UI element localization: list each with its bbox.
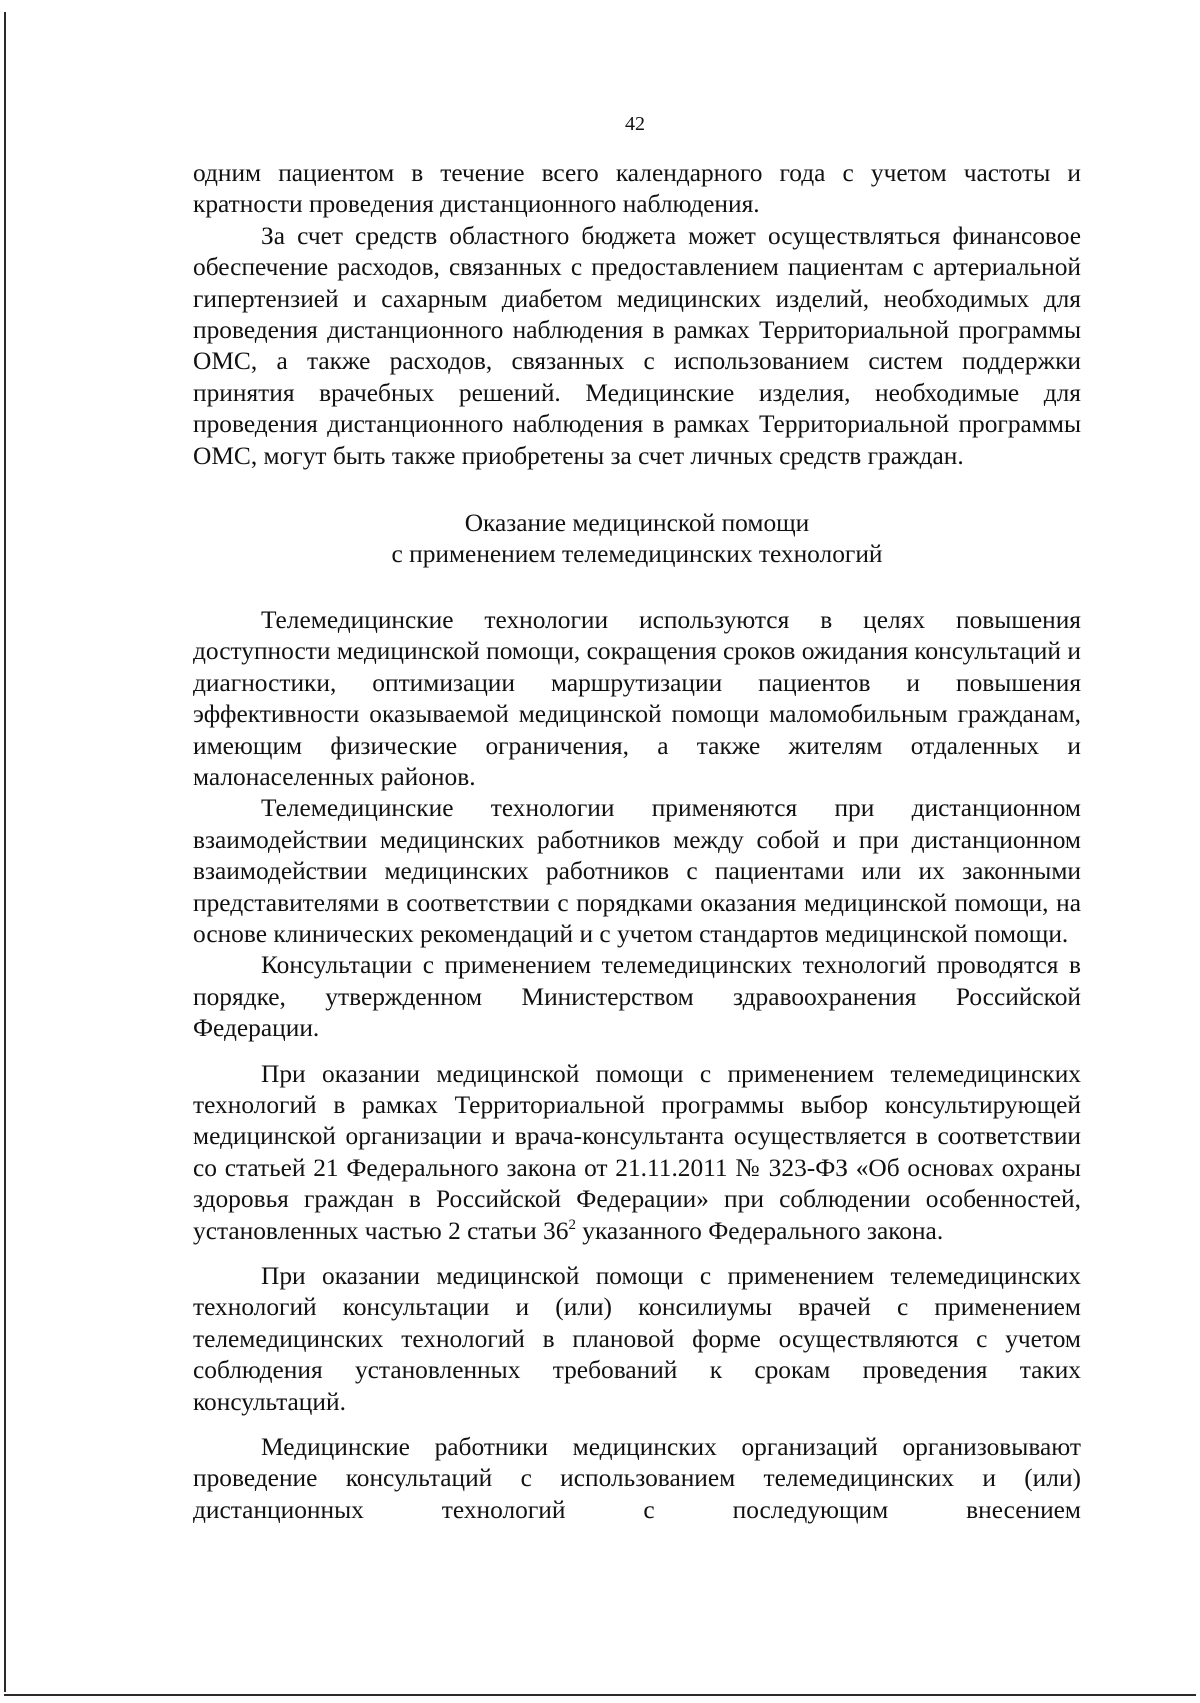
section-heading-line-1: Оказание медицинской помощи <box>464 509 810 538</box>
section-heading-line-2: с применением телемедицинских технологий <box>391 540 883 569</box>
paragraph-consultation-order: Консультации с применением телемедицинских технологий проводятся в порядке, утвержденном Министерством здравоохранения Российской Федерации. <box>193 951 1081 1043</box>
paragraph-planned-consultations: При оказании медицинской помощи с применением телемедицинских технологий консультации и (или) консилиумы врачей с применением телемедицинских технологий в плановой форме осуществляются с учетом соблюдения установленных требований к срокам проведения таких консультаций. <box>193 1262 1081 1416</box>
scan-border-left <box>4 12 6 1692</box>
law-text: При оказании медицинской помощи с применением телемедицинских технологий в рамках Территориальной программы выбор консультирующей медицинской организации и врача-консультанта осуществляется в соответствии со статьей 21 Федерального закона от 21.11.2011 № 323-ФЗ «Об основах охраны здоровья граждан в Российской Федерации» при соблюдении особенностей, установленных частью 2 статьи 36 <box>193 1059 1081 1245</box>
paragraph-consultant-choice <box>193 1059 1081 1247</box>
article-superscript: 2 <box>568 1216 576 1233</box>
page-number: 42 <box>625 113 645 135</box>
section-heading <box>193 508 1081 571</box>
scan-border-bottom <box>4 1694 1196 1696</box>
paragraph-medical-workers: Медицинские работники медицинских организаций организовывают проведение консультаций с использованием телемедицинских и (или) дистанционных технологий с последующим внесением <box>193 1433 1081 1524</box>
law-text-end: указанного Федерального закона. <box>575 1216 944 1245</box>
paragraph-regional-budget: За счет средств областного бюджета может осуществляться финансовое обеспечение расходов, связанных с предоставлением пациентам с артериальной гипертензией и сахарным диабетом медицинских изделий, необходимых для проведения дистанционного наблюдения в рамках Территориальной программы ОМС, а также расходов, связанных с использованием систем поддержки принятия врачебных решений. Медицинские изделия, необходимые для проведения дистанционного наблюдения в рамках Территориальной программы ОМС, могут быть также приобретены за счет личных средств граждан. <box>193 221 1081 470</box>
paragraph-telemedicine-purpose: Телемедицинские технологии используются в целях повышения доступности медицинской помощи, сокращения сроков ожидания консультаций и диагностики, оптимизации маршрутизации пациентов и повышения эффективности оказываемой медицинской помощи маломобильным гражданам, имеющим физические ограничения, а также жителям отдаленных и малонаселенных районов. <box>193 605 1081 791</box>
paragraph-telemedicine-application: Телемедицинские технологии применяются при дистанционном взаимодействии медицинских работников между собой и при дистанционном взаимодействии медицинских работников с пациентами или их законными представителями в соответствии с порядками оказания медицинской помощи, на основе клинических рекомендаций и с учетом стандартов медицинской помощи. <box>193 794 1081 948</box>
document-body <box>193 158 1081 1526</box>
paragraph-continued: одним пациентом в течение всего календарного года с учетом частоты и кратности проведения дистанционного наблюдения. <box>193 159 1081 219</box>
